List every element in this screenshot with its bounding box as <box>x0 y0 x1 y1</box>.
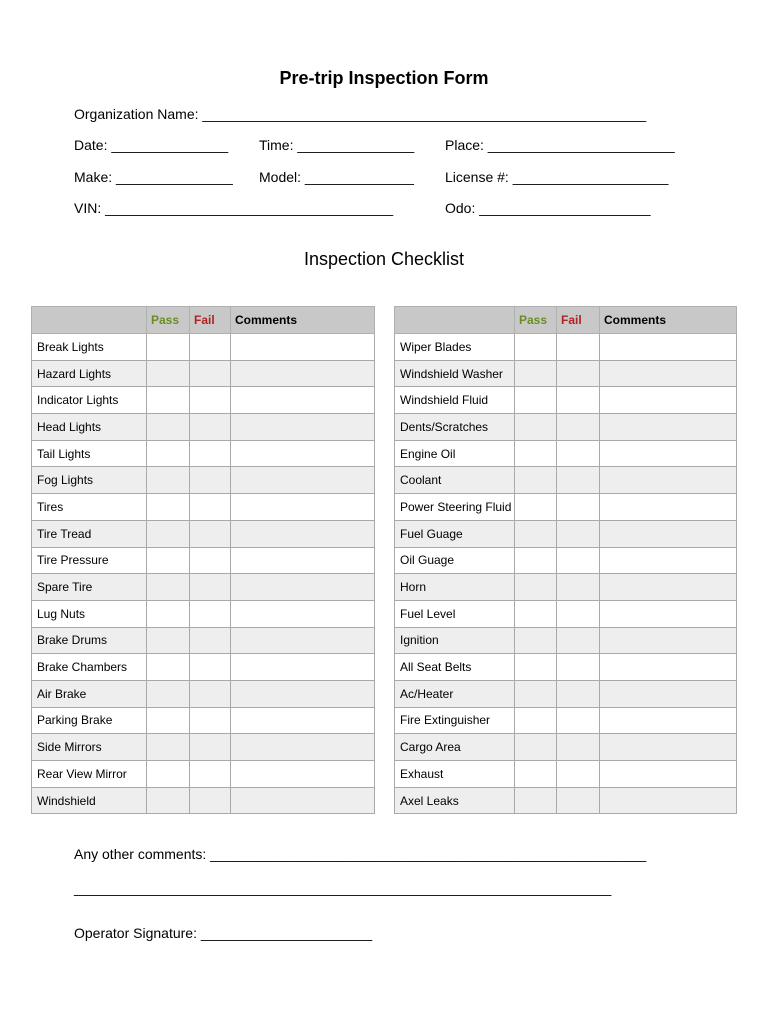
table-row <box>32 494 375 521</box>
fail-checkbox-cell[interactable] <box>557 761 600 788</box>
pass-checkbox-cell[interactable] <box>147 467 190 494</box>
pass-checkbox-cell[interactable] <box>147 627 190 654</box>
pass-checkbox-cell[interactable] <box>515 360 557 387</box>
fail-checkbox-cell[interactable] <box>557 627 600 654</box>
fail-checkbox-cell[interactable] <box>190 414 231 441</box>
table-row <box>395 334 737 361</box>
pass-checkbox-cell[interactable] <box>515 467 557 494</box>
item-label: Windshield Fluid <box>395 387 515 414</box>
item-column-header <box>395 307 515 334</box>
item-label: Fire Extinguisher <box>395 707 515 734</box>
table-row <box>32 574 375 601</box>
odo-field[interactable]: Odo: ______________________ <box>445 200 651 216</box>
item-label: Power Steering Fluid <box>395 494 515 521</box>
pass-checkbox-cell[interactable] <box>147 387 190 414</box>
table-row <box>32 600 375 627</box>
right-checklist-table <box>394 306 737 814</box>
pass-checkbox-cell[interactable] <box>515 494 557 521</box>
table-row <box>395 387 737 414</box>
vin-field[interactable]: VIN: _____________________________________ <box>74 200 394 216</box>
pass-checkbox-cell[interactable] <box>147 680 190 707</box>
table-row <box>395 600 737 627</box>
table-row <box>395 494 737 521</box>
table-row <box>395 734 737 761</box>
comments-cell[interactable] <box>231 787 375 814</box>
table-row <box>32 334 375 361</box>
fail-checkbox-cell[interactable] <box>190 574 231 601</box>
item-label: Axel Leaks <box>395 787 515 814</box>
form-title: Pre-trip Inspection Form <box>279 68 489 88</box>
fail-checkbox-cell[interactable] <box>190 520 231 547</box>
item-label: Indicator Lights <box>32 387 147 414</box>
fail-checkbox-cell[interactable] <box>557 734 600 761</box>
table-row <box>395 680 737 707</box>
pass-checkbox-cell[interactable] <box>147 787 190 814</box>
pass-checkbox-cell[interactable] <box>515 627 557 654</box>
pass-checkbox-cell[interactable] <box>515 680 557 707</box>
comments-cell[interactable] <box>600 334 737 361</box>
comments-cell[interactable] <box>231 600 375 627</box>
item-label: Rear View Mirror <box>32 761 147 788</box>
fail-checkbox-cell[interactable] <box>557 494 600 521</box>
fail-checkbox-cell[interactable] <box>190 547 231 574</box>
fail-checkbox-cell[interactable] <box>557 334 600 361</box>
fail-checkbox-cell[interactable] <box>557 440 600 467</box>
comments-cell[interactable] <box>231 467 375 494</box>
comments-cell[interactable] <box>600 414 737 441</box>
item-label: Tire Pressure <box>32 547 147 574</box>
pass-checkbox-cell[interactable] <box>515 334 557 361</box>
fail-checkbox-cell[interactable] <box>557 787 600 814</box>
item-label: Fuel Level <box>395 600 515 627</box>
comments-cell[interactable] <box>600 627 737 654</box>
table-row <box>395 414 737 441</box>
table-row <box>32 414 375 441</box>
item-label: Lug Nuts <box>32 600 147 627</box>
pass-checkbox-cell[interactable] <box>515 600 557 627</box>
item-label: Fog Lights <box>32 467 147 494</box>
comments-cell[interactable] <box>231 627 375 654</box>
table-row <box>32 734 375 761</box>
fail-checkbox-cell[interactable] <box>190 467 231 494</box>
comments-cell[interactable] <box>600 680 737 707</box>
table-row <box>395 761 737 788</box>
pass-checkbox-cell[interactable] <box>515 787 557 814</box>
table-row <box>395 787 737 814</box>
table-row <box>32 761 375 788</box>
comments-cell[interactable] <box>231 360 375 387</box>
date-field[interactable]: Date: _______________ <box>74 137 229 153</box>
make-field[interactable]: Make: _______________ <box>74 169 233 185</box>
operator-signature-field[interactable]: Operator Signature: ______________________ <box>74 925 373 941</box>
comments-cell[interactable] <box>231 680 375 707</box>
item-label: Air Brake <box>32 680 147 707</box>
item-label: Tail Lights <box>32 440 147 467</box>
pass-checkbox-cell[interactable] <box>515 520 557 547</box>
comments-cell[interactable] <box>600 467 737 494</box>
table-row <box>32 547 375 574</box>
table-row <box>32 680 375 707</box>
pass-checkbox-cell[interactable] <box>147 600 190 627</box>
item-label: Windshield <box>32 787 147 814</box>
item-label: Parking Brake <box>32 707 147 734</box>
table-row <box>395 520 737 547</box>
pass-checkbox-cell[interactable] <box>147 574 190 601</box>
pass-checkbox-cell[interactable] <box>147 547 190 574</box>
item-label: Wiper Blades <box>395 334 515 361</box>
comments-cell[interactable] <box>231 414 375 441</box>
item-label: Exhaust <box>395 761 515 788</box>
fail-checkbox-cell[interactable] <box>557 360 600 387</box>
comments-cell[interactable] <box>231 387 375 414</box>
fail-checkbox-cell[interactable] <box>557 414 600 441</box>
pass-checkbox-cell[interactable] <box>147 494 190 521</box>
pass-checkbox-cell[interactable] <box>147 520 190 547</box>
table-header-row <box>32 307 375 334</box>
fail-checkbox-cell[interactable] <box>557 680 600 707</box>
fail-column-header: Fail <box>190 307 231 334</box>
pass-checkbox-cell[interactable] <box>515 654 557 681</box>
pass-column-header: Pass <box>515 307 557 334</box>
item-label: Engine Oil <box>395 440 515 467</box>
fail-checkbox-cell[interactable] <box>190 387 231 414</box>
item-label: Brake Chambers <box>32 654 147 681</box>
item-label: Dents/Scratches <box>395 414 515 441</box>
comments-cell[interactable] <box>231 707 375 734</box>
comments-cell[interactable] <box>231 520 375 547</box>
table-row <box>32 387 375 414</box>
item-label: Tires <box>32 494 147 521</box>
comments-cell[interactable] <box>231 334 375 361</box>
table-row <box>395 574 737 601</box>
fail-checkbox-cell[interactable] <box>557 520 600 547</box>
item-label: Side Mirrors <box>32 734 147 761</box>
item-label: Horn <box>395 574 515 601</box>
fail-checkbox-cell[interactable] <box>557 574 600 601</box>
comments-cell[interactable] <box>600 547 737 574</box>
comments-cell[interactable] <box>600 520 737 547</box>
fail-checkbox-cell[interactable] <box>190 734 231 761</box>
fail-checkbox-cell[interactable] <box>190 360 231 387</box>
place-field[interactable]: Place: ________________________ <box>445 137 675 153</box>
pass-checkbox-cell[interactable] <box>515 574 557 601</box>
item-label: Ac/Heater <box>395 680 515 707</box>
table-row <box>32 627 375 654</box>
pass-column-header: Pass <box>147 307 190 334</box>
comments-cell[interactable] <box>600 440 737 467</box>
item-label: Tire Tread <box>32 520 147 547</box>
fail-checkbox-cell[interactable] <box>557 600 600 627</box>
pass-checkbox-cell[interactable] <box>147 707 190 734</box>
other-comments-field[interactable]: Any other comments: ________________________________________________________ <box>74 846 647 862</box>
pass-checkbox-cell[interactable] <box>147 334 190 361</box>
fail-checkbox-cell[interactable] <box>190 707 231 734</box>
pass-checkbox-cell[interactable] <box>515 707 557 734</box>
fail-checkbox-cell[interactable] <box>557 547 600 574</box>
pass-checkbox-cell[interactable] <box>147 360 190 387</box>
comments-cell[interactable] <box>600 574 737 601</box>
comments-cell[interactable] <box>231 734 375 761</box>
fail-checkbox-cell[interactable] <box>190 787 231 814</box>
table-row <box>395 467 737 494</box>
fail-checkbox-cell[interactable] <box>190 654 231 681</box>
pass-checkbox-cell[interactable] <box>515 761 557 788</box>
left-checklist-table <box>31 306 375 814</box>
fail-checkbox-cell[interactable] <box>557 707 600 734</box>
model-field[interactable]: Model: ______________ <box>259 169 414 185</box>
item-label: Oil Guage <box>395 547 515 574</box>
table-row <box>395 547 737 574</box>
comments-cell[interactable] <box>600 600 737 627</box>
item-label: All Seat Belts <box>395 654 515 681</box>
table-row <box>32 360 375 387</box>
table-row <box>32 654 375 681</box>
table-row <box>32 520 375 547</box>
comments-cell[interactable] <box>600 761 737 788</box>
table-row <box>32 440 375 467</box>
pass-checkbox-cell[interactable] <box>147 414 190 441</box>
item-label: Windshield Washer <box>395 360 515 387</box>
checklist-title: Inspection Checklist <box>303 249 465 269</box>
fail-checkbox-cell[interactable] <box>190 494 231 521</box>
pass-checkbox-cell[interactable] <box>147 734 190 761</box>
fail-checkbox-cell[interactable] <box>190 680 231 707</box>
comments-cell[interactable] <box>600 360 737 387</box>
table-row <box>395 440 737 467</box>
item-label: Hazard Lights <box>32 360 147 387</box>
time-field[interactable]: Time: _______________ <box>259 137 415 153</box>
fail-checkbox-cell[interactable] <box>190 627 231 654</box>
table-row <box>395 707 737 734</box>
table-row <box>395 360 737 387</box>
table-row <box>32 787 375 814</box>
organization-name-field[interactable]: Organization Name: _________________________________________________________ <box>74 106 647 122</box>
comments-cell[interactable] <box>600 387 737 414</box>
table-row <box>32 707 375 734</box>
pass-checkbox-cell[interactable] <box>147 440 190 467</box>
table-header-row <box>395 307 737 334</box>
license-field[interactable]: License #: ____________________ <box>445 169 669 185</box>
pass-checkbox-cell[interactable] <box>147 654 190 681</box>
comments-cell[interactable] <box>231 761 375 788</box>
item-label: Ignition <box>395 627 515 654</box>
comments-cell[interactable] <box>231 547 375 574</box>
item-label: Fuel Guage <box>395 520 515 547</box>
pass-checkbox-cell[interactable] <box>515 440 557 467</box>
item-label: Cargo Area <box>395 734 515 761</box>
table-row <box>395 654 737 681</box>
item-label: Head Lights <box>32 414 147 441</box>
fail-checkbox-cell[interactable] <box>190 600 231 627</box>
fail-checkbox-cell[interactable] <box>557 467 600 494</box>
pass-checkbox-cell[interactable] <box>515 547 557 574</box>
comments-cell[interactable] <box>600 787 737 814</box>
item-label: Brake Drums <box>32 627 147 654</box>
item-label: Break Lights <box>32 334 147 361</box>
comments-cell[interactable] <box>231 440 375 467</box>
item-label: Spare Tire <box>32 574 147 601</box>
fail-checkbox-cell[interactable] <box>557 387 600 414</box>
other-comments-line-2[interactable]: _____________________________________________________________________ <box>74 880 612 896</box>
pass-checkbox-cell[interactable] <box>515 734 557 761</box>
comments-cell[interactable] <box>231 574 375 601</box>
item-label: Coolant <box>395 467 515 494</box>
fail-checkbox-cell[interactable] <box>190 761 231 788</box>
fail-checkbox-cell[interactable] <box>190 334 231 361</box>
comments-column-header: Comments <box>600 307 737 334</box>
table-row <box>395 627 737 654</box>
comments-cell[interactable] <box>600 734 737 761</box>
fail-checkbox-cell[interactable] <box>190 440 231 467</box>
pass-checkbox-cell[interactable] <box>515 414 557 441</box>
comments-column-header: Comments <box>231 307 375 334</box>
table-row <box>32 467 375 494</box>
comments-cell[interactable] <box>600 654 737 681</box>
pass-checkbox-cell[interactable] <box>515 387 557 414</box>
fail-checkbox-cell[interactable] <box>557 654 600 681</box>
pass-checkbox-cell[interactable] <box>147 761 190 788</box>
fail-column-header: Fail <box>557 307 600 334</box>
comments-cell[interactable] <box>600 494 737 521</box>
comments-cell[interactable] <box>231 494 375 521</box>
comments-cell[interactable] <box>231 654 375 681</box>
item-column-header <box>32 307 147 334</box>
comments-cell[interactable] <box>600 707 737 734</box>
